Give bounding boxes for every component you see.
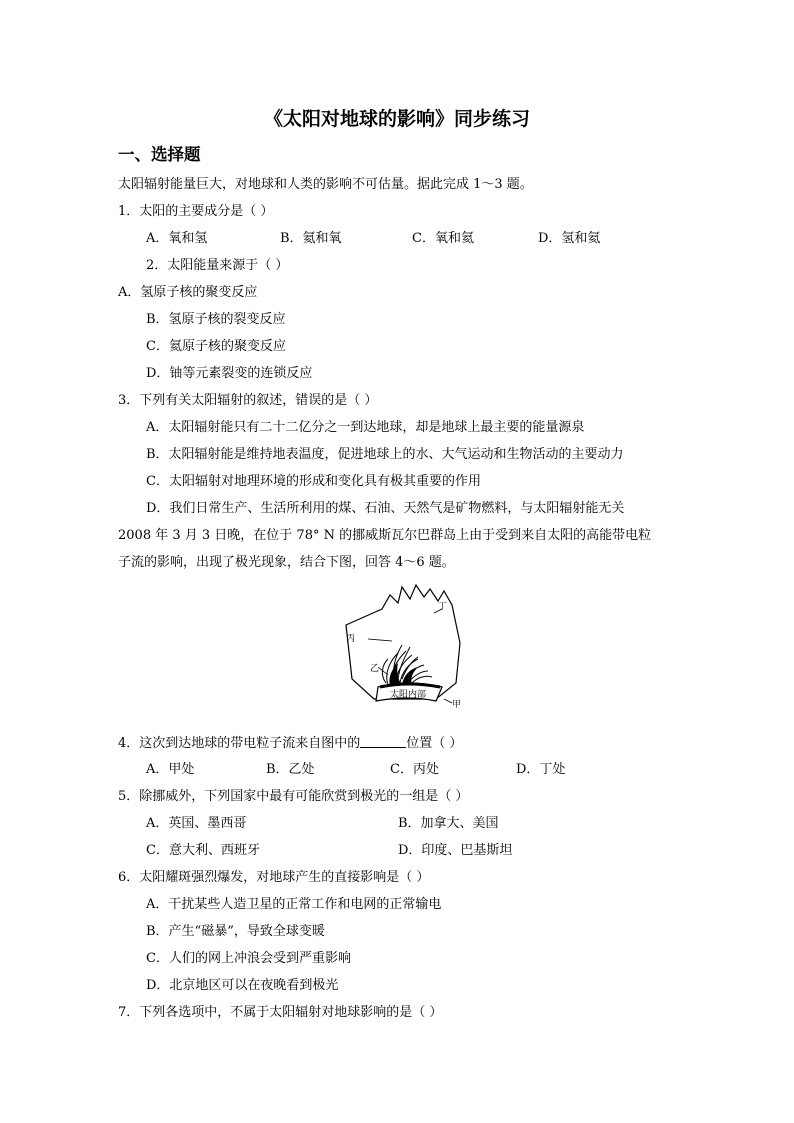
- question-3-option-c: C．太阳辐射对地理环境的形成和变化具有极其重要的作用: [146, 474, 481, 489]
- question-6-option-c: C．人们的网上冲浪会受到严重影响: [146, 951, 351, 966]
- figure-label-yi: 乙: [370, 664, 380, 674]
- solar-atmosphere-figure: [338, 583, 468, 715]
- question-6-option-a: A．干扰某些人造卫星的正常工作和电网的正常输电: [146, 897, 442, 912]
- question-4-option-c: C．丙处: [390, 762, 439, 777]
- intro-text: 太阳辐射能量巨大，对地球和人类的影响不可估量。据此完成 1～3 题。: [118, 177, 533, 192]
- question-4-stem-before: 4．这次到达地球的带电粒子流来自图中的: [118, 736, 361, 751]
- figure-label-jia: 甲: [452, 700, 462, 710]
- question-2-option-d: D．铀等元素裂变的连锁反应: [146, 366, 313, 381]
- question-2-option-a: A．氢原子核的聚变反应: [118, 285, 258, 300]
- question-4-option-a: A．甲处: [146, 762, 195, 777]
- question-6-stem: 6．太阳耀斑强烈爆发，对地球产生的直接影响是（ ）: [118, 870, 430, 885]
- question-3-option-d: D．我们日常生产、生活所利用的煤、石油、天然气是矿物燃料，与太阳辐射能无关: [146, 501, 625, 516]
- question-5-option-c: C．意大利、西班牙: [146, 843, 260, 858]
- question-6-option-b: B．产生“磁暴”，导致全球变暖: [146, 924, 325, 939]
- question-1-stem: 1．太阳的主要成分是（ ）: [118, 204, 274, 219]
- section-heading: 一、选择题: [118, 145, 201, 164]
- question-3-option-a: A．太阳辐射能只有二十二亿分之一到达地球，却是地球上最主要的能量源泉: [146, 420, 585, 435]
- question-1-option-b: B．氦和氧: [280, 231, 342, 246]
- question-1-option-c: C．氧和氦: [412, 231, 474, 246]
- answer-blank: [360, 735, 406, 748]
- question-3-option-b: B．太阳辐射能是维持地表温度，促进地球上的水、大气运动和生物活动的主要动力: [146, 447, 624, 462]
- intro-text-2-line-1: 2008 年 3 月 3 日晚，在位于 78° N 的挪威斯瓦尔巴群岛上由于受到来自太阳的高能带电粒: [118, 528, 652, 543]
- question-4-option-b: B．乙处: [266, 762, 315, 777]
- question-4-stem: [118, 735, 462, 752]
- question-5-stem: 5．除挪威外，下列国家中最有可能欣赏到极光的一组是（ ）: [118, 789, 469, 804]
- intro-text-2-line-2: 子流的影响，出现了极光现象，结合下图，回答 4～6 题。: [118, 555, 455, 570]
- question-5-option-d: D．印度、巴基斯坦: [398, 843, 513, 858]
- figure-label-ding: 丁: [438, 602, 448, 612]
- question-5-option-a: A．英国、墨西哥: [146, 816, 247, 831]
- question-3-stem: 3．下列有关太阳辐射的叙述，错误的是（ ）: [118, 393, 378, 408]
- question-2-option-b: B．氢原子核的裂变反应: [146, 312, 286, 327]
- document-title: 《太阳对地球的影响》同步练习: [263, 108, 530, 130]
- question-6-option-d: D．北京地区可以在夜晚看到极光: [146, 978, 339, 993]
- question-1-option-d: D．氢和氦: [538, 231, 601, 246]
- question-4-option-d: D．丁处: [516, 762, 566, 777]
- question-4-stem-after: 位置（ ）: [406, 736, 463, 751]
- figure-label-bing: 丙: [346, 634, 356, 644]
- question-2-stem: 2．太阳能量来源于（ ）: [146, 258, 289, 273]
- question-7-stem: 7．下列各选项中，不属于太阳辐射对地球影响的是（ ）: [118, 1005, 443, 1020]
- question-1-option-a: A．氧和氢: [146, 231, 208, 246]
- question-5-option-b: B．加拿大、美国: [398, 816, 499, 831]
- figure-label-solar-interior: 太阳内部: [390, 690, 427, 700]
- question-2-option-c: C．氦原子核的聚变反应: [146, 339, 286, 354]
